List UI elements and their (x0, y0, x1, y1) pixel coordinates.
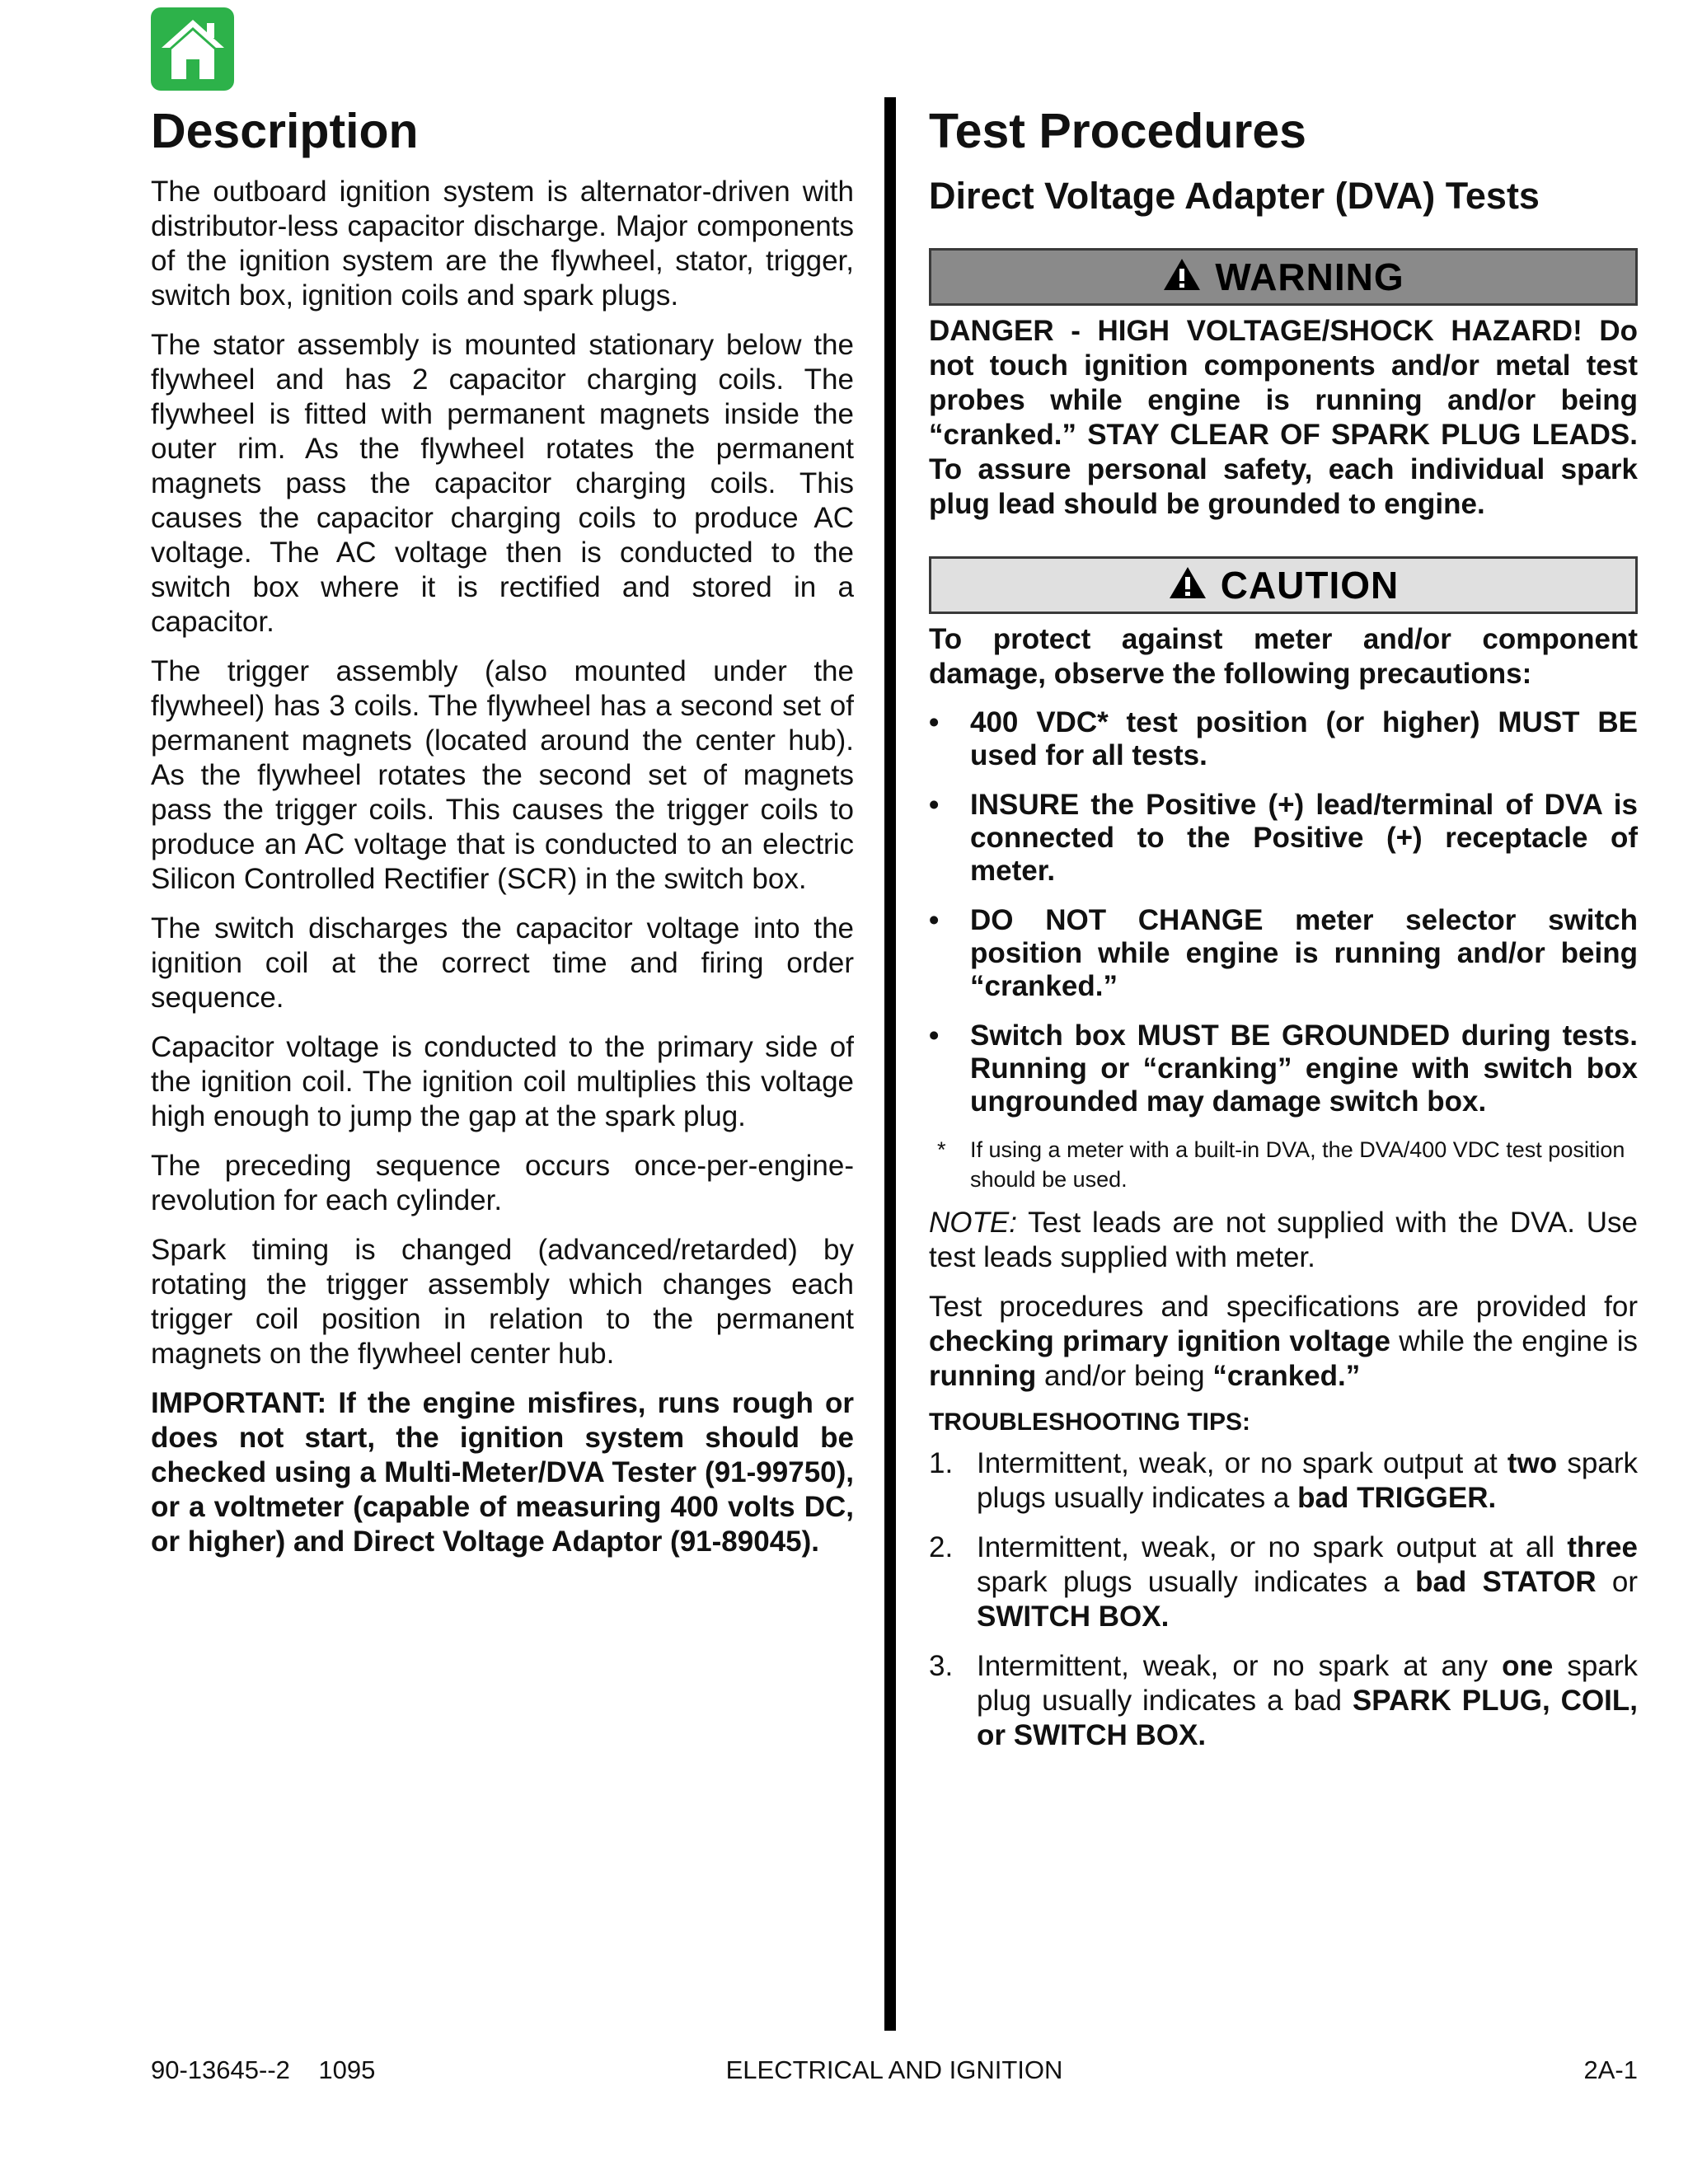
description-body (151, 175, 854, 1574)
bold-run: three (1567, 1531, 1638, 1563)
footnote-text: If using a meter with a built-in DVA, the DVA/400 VDC test position should be used. (970, 1137, 1625, 1192)
footer-page-number: 2A-1 (1583, 2055, 1638, 2084)
asterisk-icon: * (937, 1137, 946, 1162)
paragraph: The preceding sequence occurs once-per-engine-revolution for each cylinder. (151, 1150, 854, 1216)
dva-footnote (929, 1135, 1638, 1194)
bold-run: running (929, 1360, 1037, 1392)
paragraph: The switch discharges the capacitor voltage into the ignition coil at the correct time and firing order sequence. (151, 912, 854, 1014)
list-item (929, 1019, 1638, 1118)
caution-label: CAUTION (1220, 564, 1400, 607)
note-paragraph (929, 1206, 1638, 1275)
description-title: Description (151, 104, 419, 158)
text-run: Test procedures and specifications are provided for (929, 1291, 1638, 1323)
troubleshooting-list (929, 1446, 1638, 1753)
warning-triangle-icon (1162, 256, 1202, 301)
paragraph: The stator assembly is mounted stationary below the flywheel and has 2 capacitor charging coils. The flywheel is fitted with permanent magnets inside the outer rim. As the flywheel rotates the permanent magnets pass the capacitor charging coils. This causes the capacitor charging coils to produce AC voltage. The AC voltage then is conducted to the switch box where it is rectified and stored in a capacitor. (151, 329, 854, 638)
house-glyph (158, 16, 227, 82)
bold-run: checking primary ignition voltage (929, 1325, 1390, 1357)
procedures-paragraph (929, 1290, 1638, 1394)
list-item-text: INSURE the Positive (+) lead/terminal of DVA is connected to the Positive (+) receptacle of meter. (970, 789, 1638, 887)
caution-banner (929, 556, 1638, 614)
note-text: Test leads are not supplied with the DVA. Use test leads supplied with meter. (929, 1207, 1638, 1273)
text-run: while the engine is (1390, 1325, 1638, 1357)
bold-run: bad STATOR (1415, 1566, 1597, 1598)
tip-number: 1. (929, 1447, 954, 1479)
warning-text: DANGER - HIGH VOLTAGE/SHOCK HAZARD! Do not touch ignition components and/or metal test probes while engine is running and/or being “cranked.” STAY CLEAR OF SPARK PLUG LEADS. To assure personal safety, each individual spark plug lead should be grounded to engine. (929, 315, 1638, 520)
text-run: spark plugs usually indicates a (977, 1447, 1638, 1514)
bold-run: two (1507, 1447, 1558, 1479)
bullet-icon: • (929, 789, 940, 821)
bullet-icon: • (929, 706, 940, 738)
text-run: and/or being (1036, 1360, 1213, 1392)
bullet-icon: • (929, 1019, 940, 1052)
bold-run: one (1502, 1650, 1554, 1682)
home-icon[interactable] (151, 7, 234, 91)
caution-triangle-icon (1168, 565, 1207, 609)
footer-doc-number: 90-13645--2 1095 (151, 2055, 376, 2084)
caution-list (929, 706, 1638, 1118)
bold-run: “cranked.” (1212, 1360, 1361, 1392)
text-run: Intermittent, weak, or no spark at any (977, 1650, 1503, 1682)
tip-number: 3. (929, 1650, 954, 1682)
bold-run: bad TRIGGER. (1297, 1482, 1497, 1514)
test-procedures-title: Test Procedures (929, 104, 1306, 158)
paragraph: Capacitor voltage is conducted to the primary side of the ignition coil. The ignition coil multiplies this voltage high enough to jump the gap at the spark plug. (151, 1031, 854, 1132)
warning-banner (929, 248, 1638, 306)
tip-item (929, 1530, 1638, 1634)
footer-section: ELECTRICAL AND IGNITION (725, 2055, 1063, 2084)
list-item-text: 400 VDC* test position (or higher) MUST BE used for all tests. (970, 706, 1638, 771)
text-run: or (1596, 1566, 1638, 1598)
tip-item (929, 1446, 1638, 1516)
important-note: IMPORTANT: If the engine misfires, runs rough or does not start, the ignition system should be checked using a Multi-Meter/DVA Tester (91-99750), or a voltmeter (capable of measuring 400 volts DC, or higher) and Direct Voltage Adaptor (91-89045). (151, 1387, 854, 1558)
warning-label: WARNING (1215, 255, 1404, 298)
note-label: NOTE: (929, 1207, 1017, 1239)
bold-run: SWITCH BOX. (977, 1601, 1170, 1633)
paragraph: The outboard ignition system is alternator-driven with distributor-less capacitor discharge. Major components of the ignition system are the flywheel, stator, trigger, switch box, ignition coils and spark plugs. (151, 176, 854, 312)
troubleshooting-heading: TROUBLESHOOTING TIPS: (929, 1408, 1250, 1436)
text-run: Intermittent, weak, or no spark output at all (977, 1531, 1568, 1563)
bullet-icon: • (929, 904, 940, 936)
list-item (929, 904, 1638, 1003)
text-run: spark plugs usually indicates a (977, 1566, 1416, 1598)
procedures-body (929, 248, 1638, 1768)
paragraph: The trigger assembly (also mounted under the flywheel) has 3 coils. The flywheel has a second set of permanent magnets (located around the center hub). As the flywheel rotates the second set of magnets pass the trigger coils. This causes the trigger coils to produce an AC voltage that is conducted to an electric Silicon Controlled Rectifier (SCR) in the switch box. (151, 655, 854, 895)
caution-intro: To protect against meter and/or component damage, observe the following precautions: (929, 623, 1638, 690)
text-run: spark plug usually indicates a bad (977, 1650, 1638, 1717)
list-item (929, 706, 1638, 772)
list-item-text: Switch box MUST BE GROUNDED during tests. Running or “cranking” engine with switch box ungrounded may damage switch box. (970, 1019, 1638, 1118)
paragraph: Spark timing is changed (advanced/retarded) by rotating the trigger assembly which changes each trigger coil position in relation to the permanent magnets on the flywheel center hub. (151, 1234, 854, 1370)
column-divider (884, 97, 896, 2031)
bold-run: SPARK PLUG, COIL, or SWITCH BOX. (977, 1685, 1638, 1751)
list-item (929, 789, 1638, 888)
list-item-text: DO NOT CHANGE meter selector switch position while engine is running and/or being “cranked.” (970, 904, 1638, 1002)
text-run: Intermittent, weak, or no spark output at (977, 1447, 1507, 1479)
dva-tests-subtitle: Direct Voltage Adapter (DVA) Tests (929, 175, 1540, 217)
tip-number: 2. (929, 1531, 954, 1563)
tip-item (929, 1649, 1638, 1753)
